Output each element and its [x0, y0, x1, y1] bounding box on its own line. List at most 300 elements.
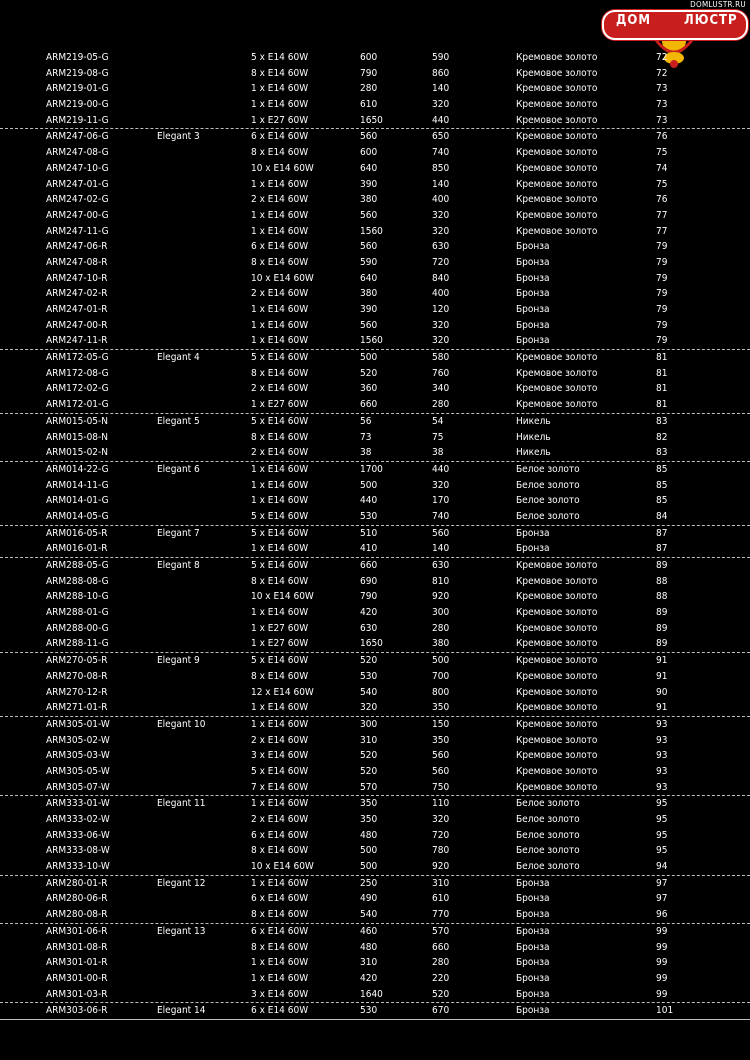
lamps-cell: 1 x E14 60W — [251, 99, 309, 111]
article-cell: ARM219-00-G — [46, 99, 109, 111]
diameter-cell: 690 — [360, 575, 378, 587]
finish-cell: Белое золото — [516, 845, 580, 857]
page-number-cell: 93 — [656, 781, 668, 793]
lamps-cell: 6 x E14 60W — [251, 131, 309, 143]
height-cell: 140 — [432, 543, 450, 555]
lamps-cell: 5 x E14 60W — [251, 352, 309, 364]
page-number-cell: 91 — [656, 702, 668, 714]
finish-cell: Кремовое золото — [516, 383, 598, 395]
article-cell: ARM247-08-G — [46, 147, 109, 159]
table-row — [0, 239, 750, 255]
lamps-cell: 1 x E27 60W — [251, 622, 309, 634]
article-cell: ARM305-07-W — [46, 781, 110, 793]
height-cell: 300 — [432, 607, 450, 619]
height-cell: 500 — [432, 655, 450, 667]
height-cell: 560 — [432, 750, 450, 762]
page-number-cell: 75 — [656, 178, 668, 190]
article-cell: ARM288-11-G — [46, 638, 109, 650]
page-number-cell: 91 — [656, 655, 668, 667]
table-row — [0, 366, 750, 382]
page-number-cell: 72 — [656, 67, 668, 79]
table-row — [0, 350, 750, 366]
height-cell: 150 — [432, 718, 450, 730]
diameter-cell: 530 — [360, 1005, 378, 1017]
diameter-cell: 360 — [360, 383, 378, 395]
lamps-cell: 1 x E14 60W — [251, 83, 309, 95]
page-number-cell: 89 — [656, 638, 668, 650]
height-cell: 75 — [432, 431, 444, 443]
diameter-cell: 560 — [360, 241, 378, 253]
article-cell: ARM305-05-W — [46, 765, 110, 777]
diameter-cell: 530 — [360, 670, 378, 682]
table-row — [0, 66, 750, 82]
page-number-cell: 95 — [656, 829, 668, 841]
table-row — [0, 796, 750, 812]
page-number-cell: 79 — [656, 272, 668, 284]
lamps-cell: 1 x E14 60W — [251, 335, 309, 347]
finish-cell: Кремовое золото — [516, 52, 598, 63]
finish-cell: Кремовое золото — [516, 99, 598, 111]
diameter-cell: 380 — [360, 288, 378, 300]
table-row — [0, 526, 750, 542]
page-number-cell: 99 — [656, 941, 668, 953]
lamps-cell: 8 x E14 60W — [251, 845, 309, 857]
series-cell: Elegant 11 — [157, 798, 206, 810]
page-number-cell: 73 — [656, 114, 668, 126]
height-cell: 54 — [432, 415, 444, 427]
article-cell: ARM219-11-G — [46, 114, 109, 126]
diameter-cell: 790 — [360, 591, 378, 603]
finish-cell: Никель — [516, 431, 551, 443]
article-cell: ARM288-08-G — [46, 575, 109, 587]
table-row — [0, 605, 750, 621]
product-group — [0, 653, 750, 717]
height-cell: 920 — [432, 591, 450, 603]
table-row — [0, 81, 750, 97]
page-number-cell: 99 — [656, 988, 668, 1000]
page-number-cell: 97 — [656, 893, 668, 905]
article-cell: ARM301-08-R — [46, 941, 108, 953]
finish-cell: Кремовое золото — [516, 765, 598, 777]
table-row — [0, 987, 750, 1003]
finish-cell: Кремовое золото — [516, 622, 598, 634]
article-cell: ARM247-08-R — [46, 256, 108, 268]
lamps-cell: 5 x E14 60W — [251, 765, 309, 777]
height-cell: 400 — [432, 194, 450, 206]
diameter-cell: 310 — [360, 734, 378, 746]
diameter-cell: 1650 — [360, 114, 383, 126]
finish-cell: Бронза — [516, 304, 550, 315]
table-row — [0, 397, 750, 413]
lamps-cell: 8 x E14 60W — [251, 941, 309, 953]
finish-cell: Бронза — [516, 957, 550, 969]
page-number-cell: 99 — [656, 925, 668, 937]
table-row — [0, 700, 750, 716]
page-number-cell: 89 — [656, 607, 668, 619]
page-number-cell: 82 — [656, 431, 668, 443]
article-cell: ARM333-01-W — [46, 798, 110, 810]
diameter-cell: 630 — [360, 622, 378, 634]
lamps-cell: 8 x E14 60W — [251, 147, 309, 159]
diameter-cell: 600 — [360, 52, 378, 63]
article-cell: ARM014-01-G — [46, 495, 109, 507]
lamps-cell: 2 x E14 60W — [251, 814, 309, 825]
article-cell: ARM247-11-R — [46, 335, 108, 347]
page-number-cell: 81 — [656, 383, 668, 395]
page-number-cell: 79 — [656, 288, 668, 300]
page-number-cell: 79 — [656, 256, 668, 268]
table-row — [0, 971, 750, 987]
lamps-cell: 5 x E14 60W — [251, 52, 309, 63]
finish-cell: Кремовое золото — [516, 718, 598, 730]
finish-cell: Кремовое золото — [516, 131, 598, 143]
article-cell: ARM015-05-N — [46, 415, 109, 427]
article-cell: ARM280-06-R — [46, 893, 108, 905]
finish-cell: Белое золото — [516, 798, 580, 810]
table-row — [0, 333, 750, 349]
lamps-cell: 1 x E14 60W — [251, 495, 309, 507]
article-cell: ARM172-02-G — [46, 383, 109, 395]
article-cell: ARM015-08-N — [46, 431, 109, 443]
page-number-cell: 84 — [656, 510, 668, 522]
logo-word-dom: ДОМ — [616, 13, 651, 28]
page-number-cell: 73 — [656, 99, 668, 111]
article-cell: ARM014-05-G — [46, 510, 109, 522]
lamps-cell: 1 x E27 60W — [251, 114, 309, 126]
height-cell: 320 — [432, 99, 450, 111]
lamps-cell: 1 x E14 60W — [251, 702, 309, 714]
height-cell: 750 — [432, 781, 450, 793]
height-cell: 720 — [432, 829, 450, 841]
diameter-cell: 510 — [360, 527, 378, 539]
page-number-cell: 83 — [656, 415, 668, 427]
height-cell: 140 — [432, 178, 450, 190]
height-cell: 740 — [432, 147, 450, 159]
diameter-cell: 390 — [360, 304, 378, 315]
lamps-cell: 8 x E14 60W — [251, 909, 309, 921]
series-cell: Elegant 12 — [157, 877, 206, 889]
diameter-cell: 410 — [360, 543, 378, 555]
height-cell: 780 — [432, 845, 450, 857]
finish-cell: Белое золото — [516, 829, 580, 841]
lamps-cell: 2 x E14 60W — [251, 447, 309, 459]
diameter-cell: 350 — [360, 814, 378, 825]
table-row — [0, 558, 750, 574]
diameter-cell: 660 — [360, 399, 378, 411]
page-number-cell: 79 — [656, 241, 668, 253]
height-cell: 120 — [432, 304, 450, 315]
page-number-cell: 85 — [656, 495, 668, 507]
diameter-cell: 250 — [360, 877, 378, 889]
height-cell: 700 — [432, 670, 450, 682]
lamps-cell: 1 x E14 60W — [251, 225, 309, 237]
height-cell: 630 — [432, 560, 450, 571]
finish-cell: Кремовое золото — [516, 209, 598, 221]
diameter-cell: 1560 — [360, 225, 383, 237]
product-group — [0, 717, 750, 796]
page-number-cell: 75 — [656, 147, 668, 159]
lamps-cell: 1 x E14 60W — [251, 178, 309, 190]
lamps-cell: 1 x E14 60W — [251, 607, 309, 619]
finish-cell: Кремовое золото — [516, 114, 598, 126]
finish-cell: Никель — [516, 415, 551, 427]
height-cell: 440 — [432, 114, 450, 126]
table-row — [0, 286, 750, 302]
article-cell: ARM172-01-G — [46, 399, 109, 411]
page-number-cell: 88 — [656, 591, 668, 603]
height-cell: 800 — [432, 686, 450, 698]
article-cell: ARM301-06-R — [46, 925, 108, 937]
page-number-cell: 95 — [656, 845, 668, 857]
diameter-cell: 490 — [360, 893, 378, 905]
article-cell: ARM219-01-G — [46, 83, 109, 95]
article-cell: ARM247-00-R — [46, 319, 108, 331]
diameter-cell: 590 — [360, 256, 378, 268]
diameter-cell: 73 — [360, 431, 372, 443]
table-row — [0, 97, 750, 113]
lamps-cell: 3 x E14 60W — [251, 988, 309, 1000]
diameter-cell: 530 — [360, 510, 378, 522]
lamps-cell: 5 x E14 60W — [251, 510, 309, 522]
finish-cell: Кремовое золото — [516, 194, 598, 206]
table-row — [0, 192, 750, 208]
finish-cell: Кремовое золото — [516, 670, 598, 682]
height-cell: 320 — [432, 814, 450, 825]
diameter-cell: 560 — [360, 131, 378, 143]
finish-cell: Кремовое золото — [516, 399, 598, 411]
height-cell: 520 — [432, 988, 450, 1000]
page-number-cell: 101 — [656, 1005, 674, 1017]
finish-cell: Кремовое золото — [516, 367, 598, 379]
page-number-cell: 96 — [656, 909, 668, 921]
table-row — [0, 574, 750, 590]
diameter-cell: 500 — [360, 861, 378, 873]
page-number-cell: 87 — [656, 543, 668, 555]
product-group — [0, 924, 750, 1003]
article-cell: ARM247-01-G — [46, 178, 109, 190]
article-cell: ARM288-00-G — [46, 622, 109, 634]
table-row — [0, 255, 750, 271]
article-cell: ARM333-08-W — [46, 845, 110, 857]
height-cell: 320 — [432, 225, 450, 237]
table-row — [0, 812, 750, 828]
article-cell: ARM303-06-R — [46, 1005, 108, 1017]
page-number-cell: 95 — [656, 814, 668, 825]
table-row — [0, 493, 750, 509]
height-cell: 560 — [432, 527, 450, 539]
lamps-cell: 8 x E14 60W — [251, 431, 309, 443]
lamps-cell: 6 x E14 60W — [251, 893, 309, 905]
lamps-cell: 1 x E14 60W — [251, 463, 309, 475]
height-cell: 560 — [432, 765, 450, 777]
page-number-cell: 93 — [656, 718, 668, 730]
article-cell: ARM247-11-G — [46, 225, 109, 237]
table-row — [0, 669, 750, 685]
article-cell: ARM288-01-G — [46, 607, 109, 619]
article-cell: ARM247-01-R — [46, 304, 108, 315]
finish-cell: Кремовое золото — [516, 607, 598, 619]
article-cell: ARM247-06-G — [46, 131, 109, 143]
product-group — [0, 129, 750, 350]
height-cell: 760 — [432, 367, 450, 379]
lamps-cell: 6 x E14 60W — [251, 1005, 309, 1017]
height-cell: 610 — [432, 893, 450, 905]
height-cell: 110 — [432, 798, 450, 810]
lamps-cell: 8 x E14 60W — [251, 670, 309, 682]
table-row — [0, 828, 750, 844]
diameter-cell: 500 — [360, 479, 378, 491]
diameter-cell: 640 — [360, 162, 378, 174]
logo-word-lustr: ЛЮСТР — [684, 13, 738, 28]
article-cell: ARM247-10-R — [46, 272, 108, 284]
article-cell: ARM301-01-R — [46, 957, 108, 969]
table-row — [0, 177, 750, 193]
table-row — [0, 764, 750, 780]
table-row — [0, 891, 750, 907]
finish-cell: Никель — [516, 447, 551, 459]
page-number-cell: 95 — [656, 798, 668, 810]
finish-cell: Бронза — [516, 909, 550, 921]
article-cell: ARM333-02-W — [46, 814, 110, 825]
finish-cell: Бронза — [516, 988, 550, 1000]
article-cell: ARM280-01-R — [46, 877, 108, 889]
table-row — [0, 685, 750, 701]
table-row — [0, 636, 750, 652]
finish-cell: Кремовое золото — [516, 734, 598, 746]
article-cell: ARM301-00-R — [46, 972, 108, 984]
lamps-cell: 1 x E14 60W — [251, 957, 309, 969]
article-cell: ARM288-05-G — [46, 560, 109, 571]
finish-cell: Кремовое золото — [516, 560, 598, 571]
article-cell: ARM247-02-R — [46, 288, 108, 300]
diameter-cell: 420 — [360, 607, 378, 619]
height-cell: 320 — [432, 319, 450, 331]
product-group — [0, 350, 750, 414]
diameter-cell: 420 — [360, 972, 378, 984]
diameter-cell: 570 — [360, 781, 378, 793]
page-number-cell: 88 — [656, 575, 668, 587]
lamps-cell: 6 x E14 60W — [251, 925, 309, 937]
height-cell: 810 — [432, 575, 450, 587]
diameter-cell: 660 — [360, 560, 378, 571]
diameter-cell: 520 — [360, 655, 378, 667]
diameter-cell: 56 — [360, 415, 372, 427]
article-cell: ARM219-08-G — [46, 67, 109, 79]
finish-cell: Белое золото — [516, 510, 580, 522]
lamps-cell: 8 x E14 60W — [251, 256, 309, 268]
article-cell: ARM305-02-W — [46, 734, 110, 746]
table-row — [0, 478, 750, 494]
finish-cell: Белое золото — [516, 495, 580, 507]
finish-cell: Бронза — [516, 335, 550, 347]
product-group — [0, 50, 750, 129]
table-row — [0, 129, 750, 145]
height-cell: 310 — [432, 877, 450, 889]
finish-cell: Бронза — [516, 241, 550, 253]
diameter-cell: 380 — [360, 194, 378, 206]
height-cell: 320 — [432, 335, 450, 347]
finish-cell: Кремовое золото — [516, 83, 598, 95]
finish-cell: Кремовое золото — [516, 162, 598, 174]
height-cell: 740 — [432, 510, 450, 522]
lamps-cell: 1 x E27 60W — [251, 399, 309, 411]
lamps-cell: 5 x E14 60W — [251, 655, 309, 667]
height-cell: 350 — [432, 734, 450, 746]
lamps-cell: 8 x E14 60W — [251, 575, 309, 587]
lamps-cell: 12 x E14 60W — [251, 686, 314, 698]
table-row — [0, 653, 750, 669]
diameter-cell: 560 — [360, 319, 378, 331]
article-cell: ARM247-06-R — [46, 241, 108, 253]
lamps-cell: 5 x E14 60W — [251, 415, 309, 427]
finish-cell: Кремовое золото — [516, 655, 598, 667]
page-number-cell: 83 — [656, 447, 668, 459]
product-table — [0, 50, 750, 1020]
finish-cell: Бронза — [516, 272, 550, 284]
article-cell: ARM247-02-G — [46, 194, 109, 206]
diameter-cell: 460 — [360, 925, 378, 937]
series-cell: Elegant 10 — [157, 718, 206, 730]
finish-cell: Кремовое золото — [516, 702, 598, 714]
lamps-cell: 1 x E14 60W — [251, 209, 309, 221]
height-cell: 650 — [432, 131, 450, 143]
lamps-cell: 1 x E14 60W — [251, 718, 309, 730]
article-cell: ARM333-06-W — [46, 829, 110, 841]
finish-cell: Бронза — [516, 972, 550, 984]
table-row — [0, 113, 750, 129]
diameter-cell: 300 — [360, 718, 378, 730]
diameter-cell: 520 — [360, 367, 378, 379]
product-group — [0, 526, 750, 558]
lamps-cell: 5 x E14 60W — [251, 527, 309, 539]
diameter-cell: 480 — [360, 941, 378, 953]
page-number-cell: 87 — [656, 527, 668, 539]
page-number-cell: 74 — [656, 162, 668, 174]
series-cell: Elegant 6 — [157, 463, 200, 475]
article-cell: ARM172-05-G — [46, 352, 109, 364]
article-cell: ARM301-03-R — [46, 988, 108, 1000]
page-number-cell: 90 — [656, 686, 668, 698]
table-row — [0, 161, 750, 177]
height-cell: 670 — [432, 1005, 450, 1017]
height-cell: 860 — [432, 67, 450, 79]
diameter-cell: 520 — [360, 750, 378, 762]
page-number-cell: 77 — [656, 225, 668, 237]
article-cell: ARM270-12-R — [46, 686, 108, 698]
page-number-cell: 81 — [656, 352, 668, 364]
product-group — [0, 414, 750, 462]
finish-cell: Кремовое золото — [516, 147, 598, 159]
table-row — [0, 859, 750, 875]
finish-cell: Бронза — [516, 1005, 550, 1017]
article-cell: ARM333-10-W — [46, 861, 110, 873]
height-cell: 920 — [432, 861, 450, 873]
page-number-cell: 99 — [656, 957, 668, 969]
page-number-cell: 99 — [656, 972, 668, 984]
finish-cell: Белое золото — [516, 861, 580, 873]
lamps-cell: 1 x E14 60W — [251, 479, 309, 491]
finish-cell: Кремовое золото — [516, 67, 598, 79]
table-row — [0, 445, 750, 461]
finish-cell: Бронза — [516, 543, 550, 555]
finish-cell: Кремовое золото — [516, 638, 598, 650]
page-number-cell: 77 — [656, 209, 668, 221]
finish-cell: Бронза — [516, 527, 550, 539]
lamps-cell: 1 x E14 60W — [251, 798, 309, 810]
page-number-cell: 81 — [656, 367, 668, 379]
finish-cell: Бронза — [516, 288, 550, 300]
height-cell: 280 — [432, 622, 450, 634]
